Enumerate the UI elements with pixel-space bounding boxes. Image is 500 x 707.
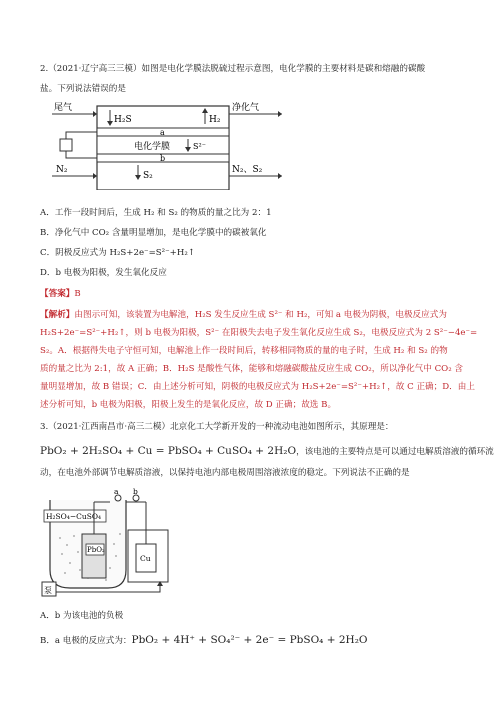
pump-label: 泵 [44,586,52,595]
pbo2-electrode [82,534,106,578]
q3-option-b: B．a 电极的反应式为：PbO₂ + 4H⁺ + SO₄²⁻ + 2e⁻ = PbSO₄ + 2H₂O [40,634,368,646]
q2-analysis-line1: 【解析】由图示可知，该装置为电解池，H₂S 发生反应生成 S²⁻ 和 H₂，可知 a 电极为阴极，电极反应式为 [40,310,447,320]
q3-stem-line2: PbO₂ + 2H₂SO₄ + Cu = PbSO₄ + CuSO₄ + 2H₂O，该电池的主要特点是可以通过电解质溶液的循环流 [40,445,494,457]
electrode-b-label: b [160,154,166,163]
terminal-b-label: b [133,488,138,496]
q2-diagram [52,98,292,190]
electrode-a-label: a [160,128,165,137]
tail-gas-label: 尾气 [54,103,73,113]
answer-label: 【答案】 [40,289,75,299]
q3-option-b-formula: PbO₂ + 4H⁺ + SO₄²⁻ + 2e⁻ = PbSO₄ + 2H₂O [131,634,368,646]
q2-stem-line2: 盐。下列说法错误的是 [40,84,126,94]
q3-stem-line3: 动，在电池外部调节电解质溶液，以保持电池内部电极周围溶液浓度的稳定。下列说法不正确的是 [40,468,410,478]
q2-analysis-line5: 量明显增加，故 B 错误；C．由上述分析可知，阴极的电极反应式为 H₂S+2e⁻=S²⁻+H₂↑，故 C 正确；D．由上 [40,382,475,392]
q2-option-b: B．净化气中 CO₂ 含量明显增加，是电化学膜中的碳被氧化 [40,228,267,238]
membrane-label: 电化学膜 [134,142,171,152]
pbo2-label: PbO₂ [87,546,105,554]
q2-analysis-line6: 述分析可知，b 电极为阳极，阳极上发生的是氧化反应，故 D 正确；故选 B。 [40,400,337,410]
cu-label: Cu [140,554,151,563]
q2-option-d: D．b 电极为阳极，发生氧化反应 [40,268,167,278]
q3-option-a: A．b 为该电池的负极 [40,611,124,621]
n2-s2-outlet-label: N₂、S₂ [232,165,263,175]
answer-value: B [74,289,81,299]
q2-stem-line1: 2.（2021·辽宁高三三模）如图是电化学膜法脱硫过程示意图，电化学膜的主要材料是碳和熔融的碳酸 [40,64,426,74]
q2-analysis-line2: H₂S+2e⁻=S²⁻+H₂↑，则 b 电极为阳极，S²⁻ 在阳极失去电子发生氧化反应生成 S₂，电极反应式为 2 S²⁻−4e⁻= [40,328,478,338]
q2-option-c: C．阴极反应式为 H₂S+2e⁻=S²⁻+H₂↑ [40,248,195,258]
sulfide-ion-label: S²⁻ [193,142,206,151]
s2-label: S₂ [143,171,153,181]
external-resistor [60,139,72,151]
analysis-label: 【解析】 [40,310,75,320]
n2-inlet-label: N₂ [56,165,68,175]
clean-gas-label: 净化气 [232,103,260,113]
h2-label: H₂ [209,115,221,125]
q3-stem-line1: 3.（2021·江西南昌市·高三二模）北京化工大学新开发的一种流动电池如图所示，其原理是： [40,422,394,432]
terminal-a-label: a [114,488,119,496]
q3-reaction-equation: PbO₂ + 2H₂SO₄ + Cu = PbSO₄ + CuSO₄ + 2H₂O [40,445,297,457]
q2-analysis-line3: S₂。A．根据得失电子守恒可知，电解池上作一段时间后，转移相同物质的量的电子时，生成 H₂ 和 S₂ 的物 [40,346,448,356]
h2s-label: H₂S [114,115,132,125]
q3-diagram [40,488,190,600]
q2-answer [40,288,81,300]
q2-analysis-line4: 质的量之比为 2:1，故 A 正确；B．H₂S 是酸性气体，能够和熔融碳酸盐反应生成 CO₂，所以净化气中 CO₂ 含 [40,364,463,374]
solution-label: H₂SO₄−CuSO₄ [46,512,101,521]
q2-option-a: A．工作一段时间后，生成 H₂ 和 S₂ 的物质的量之比为 2：1 [40,208,272,218]
